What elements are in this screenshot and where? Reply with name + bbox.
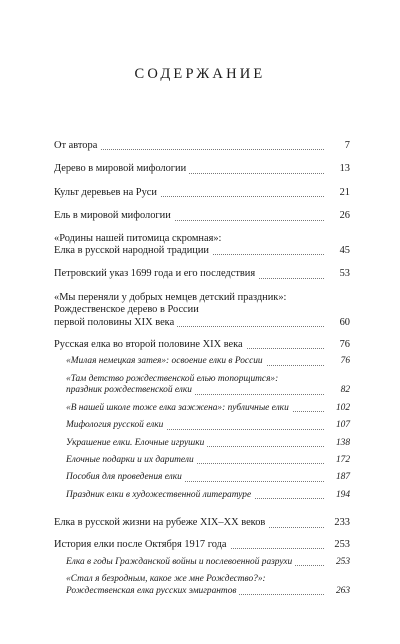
toc-entry-title: Елка в русской народной традиции — [54, 245, 212, 256]
toc-page-number: 76 — [340, 356, 350, 367]
toc-page-number: 263 — [335, 585, 350, 596]
toc-entry-title: Пособия для проведения елки — [66, 472, 185, 482]
toc-entry-title: Петровский указ 1699 года и его последствия — [54, 268, 258, 279]
toc-entry-title: Культ деревьев на Руси — [54, 187, 160, 198]
toc-entry[interactable] — [66, 455, 350, 466]
toc-page-number: 26 — [339, 210, 350, 222]
toc-page-number: 53 — [339, 268, 350, 280]
toc-entry[interactable] — [66, 420, 350, 431]
toc-entry-title: Дерево в мировой мифологии — [54, 163, 189, 174]
toc-page-number: 107 — [335, 420, 350, 431]
toc-entry-title: Праздник елки в художественной литературе — [66, 490, 254, 500]
toc-page-number: 76 — [339, 339, 350, 351]
toc-entry-title: Елка в русской жизни на рубеже XIX–XX веков — [54, 517, 268, 528]
toc-entry[interactable] — [66, 490, 350, 501]
toc-entry-title: «Мы переняли у добрых немцев детский праздник»: — [54, 292, 289, 303]
toc-page-number: 7 — [344, 140, 350, 151]
toc-entry-title: «Родины нашей питомица скромная»: — [54, 233, 224, 244]
toc-entry[interactable] — [54, 268, 350, 280]
toc-entry[interactable] — [54, 539, 350, 551]
toc-page-number: 82 — [340, 385, 350, 396]
toc-entry[interactable] — [54, 517, 350, 529]
toc-page-number: 21 — [339, 186, 350, 198]
toc-page-number: 60 — [339, 316, 350, 328]
toc-entry[interactable] — [66, 438, 350, 449]
toc-entry-title: «Там детство рождественской елью топорщится»: — [66, 374, 281, 384]
toc-page-number: 13 — [339, 163, 350, 175]
toc-entry[interactable] — [54, 210, 350, 222]
toc-entry[interactable] — [54, 163, 350, 175]
toc-entry[interactable] — [66, 403, 350, 414]
toc-entry-title: Русская елка во второй половине XIX века — [54, 339, 246, 350]
toc-entry-title: Ель в мировой мифологии — [54, 210, 174, 221]
toc-entry-title: Мифология русской елки — [66, 420, 166, 430]
toc-page-number: 233 — [334, 517, 350, 529]
toc-entry-title: «Стал я безродным, какое же мне Рождество?»: — [66, 574, 269, 584]
toc-page-number: 45 — [339, 245, 350, 257]
toc-page-number: 138 — [335, 437, 350, 448]
toc-entry-title: Рождественская елка русских эмигрантов — [66, 586, 239, 596]
toc-entry-title: Елочные подарки и их дарители — [66, 455, 197, 465]
toc-entry[interactable] — [66, 472, 350, 483]
page-title: СОДЕРЖАНИЕ — [134, 66, 266, 82]
toc-entry-title: праздник рождественской елки — [66, 385, 195, 395]
toc-entry-title: Елка в годы Гражданской войны и послевоенной разрухи — [66, 557, 295, 567]
toc-entry[interactable] — [54, 187, 350, 199]
toc-page-number: 187 — [335, 472, 350, 483]
toc-entry-title: История елки после Октября 1917 года — [54, 539, 230, 550]
toc-entry[interactable] — [66, 356, 350, 367]
toc-entry-title: От автора — [54, 140, 100, 151]
toc-entry[interactable] — [54, 339, 350, 351]
toc-page-number: 253 — [334, 538, 350, 550]
toc-entry-title: Рождественское дерево в России — [54, 304, 202, 315]
toc-entry[interactable] — [66, 574, 350, 597]
toc-entry[interactable] — [54, 233, 350, 258]
toc-entry-title: первой половины XIX века — [54, 317, 177, 328]
toc-page-number: 194 — [335, 489, 350, 500]
toc-entry-title: «В нашей школе тоже елка зажжена»: публичные елки — [66, 403, 292, 413]
toc-entry[interactable] — [66, 374, 350, 397]
toc-page-number: 102 — [335, 402, 350, 413]
toc-entry[interactable] — [54, 140, 350, 152]
toc-entry-title: «Милая немецкая затея»: освоение елки в России — [66, 356, 266, 366]
toc-entry-title: Украшение елки. Елочные игрушки — [66, 438, 207, 448]
toc-page-number: 253 — [335, 556, 350, 567]
toc-page-number: 172 — [335, 454, 350, 465]
toc-entry[interactable] — [66, 557, 350, 568]
toc-entry[interactable] — [54, 292, 350, 329]
table-of-contents — [54, 140, 350, 597]
